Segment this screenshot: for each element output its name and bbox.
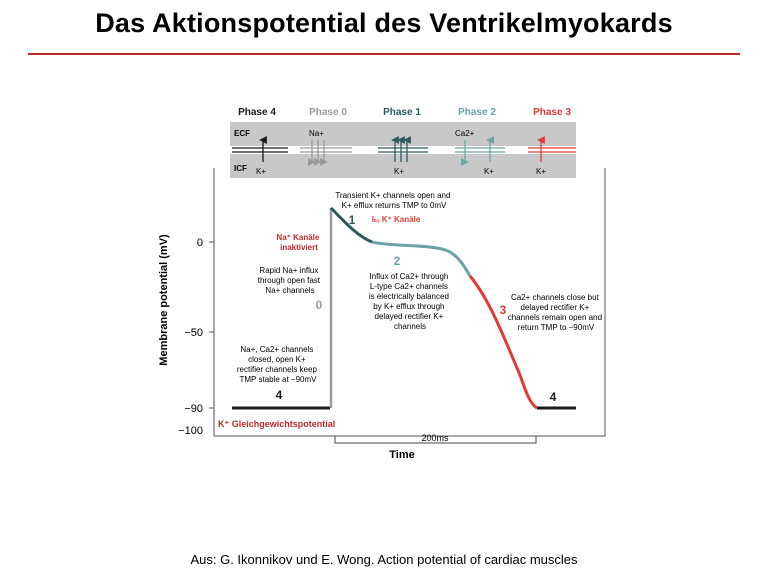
phase0-description xyxy=(258,266,323,295)
membrane-schematic xyxy=(230,122,576,178)
p3-desc-line4: return TMP to −90mV xyxy=(517,323,595,332)
y-tick-label-50: −50 xyxy=(184,327,203,339)
k-label-p3: K+ xyxy=(536,167,547,176)
membrane-gap xyxy=(230,146,576,154)
time-scale-bar xyxy=(335,433,536,443)
p0-desc-line3: Na+ channels xyxy=(265,286,315,295)
p4-desc-line1: Na+, Ca2+ channels xyxy=(240,345,314,354)
p2-desc-line2: L-type Ca2+ channels xyxy=(369,282,448,291)
p3-desc-line2: delayed rectifier K+ xyxy=(520,303,590,312)
y-axis-label: Membrane potential (mV) xyxy=(158,234,170,366)
phase3-header-label: Phase 3 xyxy=(533,107,571,118)
p2-desc-line5: delayed rectifier K+ xyxy=(374,312,444,321)
p4-desc-line2: closed, open K+ xyxy=(248,355,306,364)
phase3-number: 3 xyxy=(499,303,507,317)
x-axis-label: Time xyxy=(389,449,415,461)
p2-desc-line1: Influx of Ca2+ through xyxy=(369,272,449,281)
phase0-number: 0 xyxy=(315,298,323,312)
phase2-plateau xyxy=(372,242,470,276)
y-tick-label-0: 0 xyxy=(196,237,203,249)
ecf-band xyxy=(230,122,576,146)
phase4-number-right: 4 xyxy=(549,390,557,404)
ecf-label: ECF xyxy=(234,129,250,138)
p0-desc-line2: through open fast xyxy=(257,276,321,285)
phase4-header-label: Phase 4 xyxy=(238,107,276,118)
p4-desc-line3: rectifier channels keep xyxy=(236,365,317,374)
p3-desc-line1: Ca2+ channels close but xyxy=(510,293,599,302)
phase2-number: 2 xyxy=(393,254,401,268)
p4-desc-line4: TMP stable at −90mV xyxy=(239,375,317,384)
p0-desc-line1: Rapid Na+ influx xyxy=(259,266,319,275)
phase4-number-left: 4 xyxy=(275,388,283,402)
phase1-header-label: Phase 1 xyxy=(383,107,421,118)
source-caption: Aus: G. Ikonnikov und E. Wong. Action potential of cardiac muscles xyxy=(190,552,578,567)
k-label-p1: K+ xyxy=(394,167,405,176)
phase2-header-label: Phase 2 xyxy=(458,107,496,118)
ca-label-p2: Ca2+ xyxy=(455,129,475,138)
scale-bar-label: 200ms xyxy=(421,433,449,443)
phase0-header-label: Phase 0 xyxy=(309,107,347,118)
na-inactive-line1: Na⁺ Kanäle xyxy=(276,233,320,242)
ito-k-channels-label: Iₜₒ K⁺ Kanäle xyxy=(371,215,421,224)
p3-desc-line3: channels remain open and xyxy=(507,313,603,322)
na-inactive-line2: inaktiviert xyxy=(280,243,318,252)
y-tick-label-100: −100 xyxy=(178,425,203,437)
phase4-description xyxy=(237,345,319,384)
p1-desc-line1: Transient K+ channels open and xyxy=(335,191,451,200)
phase1-description xyxy=(335,191,452,210)
y-tick-labels xyxy=(178,237,203,437)
k-label-p2: K+ xyxy=(484,167,495,176)
k-label-p4: K+ xyxy=(256,167,267,176)
p2-desc-line4: by K+ efflux through xyxy=(373,302,445,311)
p2-desc-line3: is electrically balanced xyxy=(368,292,449,301)
na-label-p0: Na+ xyxy=(309,129,324,138)
p2-desc-line6: channels xyxy=(393,322,427,331)
phase1-number: 1 xyxy=(348,213,356,227)
y-tick-label-90: −90 xyxy=(184,403,203,415)
icf-label: ICF xyxy=(234,164,247,173)
k-equilibrium-label: K⁺ Gleichgewichtspotential xyxy=(218,419,336,429)
phase3-description xyxy=(508,293,605,332)
slide-title: Das Aktionspotential des Ventrikelmyokards xyxy=(95,8,673,38)
phase2-description xyxy=(369,272,451,331)
na-channels-inactivated xyxy=(276,233,321,252)
p1-desc-line2: K+ efflux returns TMP to 0mV xyxy=(341,201,447,210)
phase-header xyxy=(238,107,571,118)
